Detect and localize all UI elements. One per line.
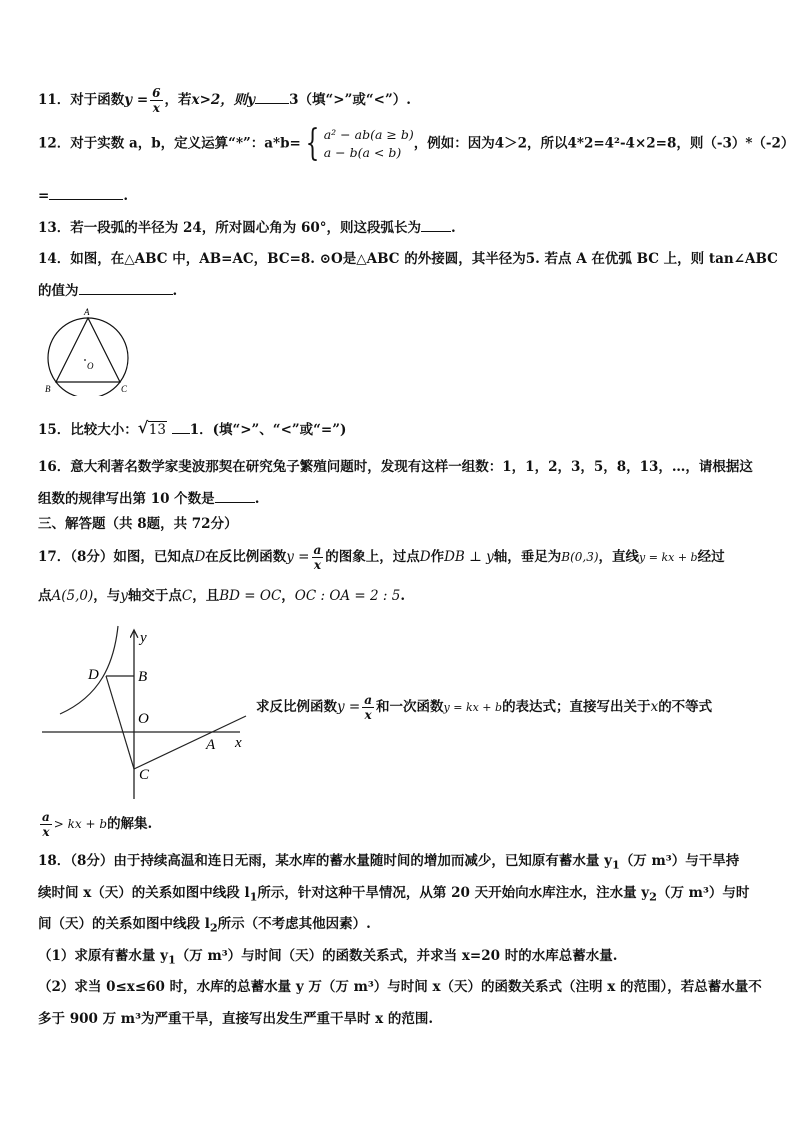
q12-brace: { xyxy=(305,123,320,164)
q11-text-a: 11．对于函数 xyxy=(38,92,125,108)
q11-line xyxy=(38,86,758,115)
q12-line xyxy=(38,123,794,164)
q14-text-2b: . xyxy=(172,283,178,299)
q13-answer-blank[interactable] xyxy=(421,219,451,232)
q12-text-a: 12．对于实数 a，b，定义运算“*”：a*b= xyxy=(38,135,301,152)
q15-text-a: 15．比较大小： xyxy=(38,422,138,438)
label-x: x xyxy=(235,735,242,751)
label-b: B xyxy=(45,384,51,394)
q17-text-2a: 点 xyxy=(38,588,52,604)
q18-sub-1: 1 xyxy=(611,857,620,872)
q18-part-2-line-2 xyxy=(38,1008,758,1030)
q12-text-c: = xyxy=(38,188,50,204)
label-a: A xyxy=(84,307,90,317)
q16-line-1 xyxy=(38,456,758,478)
q15-sqrt xyxy=(138,419,167,441)
q12-line-2 xyxy=(38,185,758,207)
q18-text-3a: 间（天）的关系如图中线段 l xyxy=(38,916,210,932)
q17-ineq-frac-x: x xyxy=(42,825,50,839)
q12-answer-blank[interactable] xyxy=(49,187,123,200)
q11-numerator: 6 xyxy=(152,86,161,100)
segment-dc xyxy=(106,676,134,769)
q17-side-c: 的表达式；直接写出关于 xyxy=(502,699,651,715)
q11-text-c: 3（填“>”或“<”）. xyxy=(289,92,411,108)
q17-side-a: 求反比例函数 xyxy=(256,699,337,715)
q15-radicand: 13 xyxy=(148,422,166,438)
q13-text-b: . xyxy=(451,220,456,236)
label-d: D xyxy=(88,667,99,683)
q17-line-2 xyxy=(38,585,758,607)
q18-p2-text-1: （2）求当 0≤x≤60 时，水库的总蓄水量 y 万（万 m³）与时间 x（天）的函数关系式（注明 x 的范围），若总蓄水量不 xyxy=(38,979,762,995)
q14-answer-blank[interactable] xyxy=(79,282,173,295)
q12-text-b: ，例如：因为4＞2，所以4*2=4²-4×2=8，则（-3）*（-2） xyxy=(413,135,794,152)
q17-text-1f: ，直线 xyxy=(598,549,640,565)
q17-ineq-tail: 的解集. xyxy=(107,816,153,832)
q18-sub-2: 2 xyxy=(649,889,657,904)
q18-sub-l1: 1 xyxy=(249,889,258,904)
q12-cases xyxy=(324,126,414,162)
q17-text-1e: 轴，垂足为 xyxy=(493,549,562,565)
q17-text-2b: ，与 xyxy=(93,588,121,604)
q17-perp: DB ⊥ y xyxy=(444,549,494,565)
q17-period: . xyxy=(400,588,406,604)
q12-text-d: . xyxy=(123,188,129,204)
q17-inequality-line xyxy=(38,810,758,839)
q17-point-a: A(5,0) xyxy=(51,588,94,604)
q13-line xyxy=(38,217,758,239)
q17-frac-x: x xyxy=(313,558,321,572)
q11-denominator: x xyxy=(152,101,160,115)
q17-text-2c: 轴交于点 xyxy=(127,588,182,604)
label-c: C xyxy=(139,767,150,783)
q17-frac-a: a xyxy=(313,543,322,557)
q17-y-axis: y xyxy=(120,588,128,604)
q12-piecewise xyxy=(301,123,414,164)
q15-text-b: 1．(填“>”、“<”或“=”) xyxy=(189,422,347,438)
q17-side-frac-a: a xyxy=(364,693,373,707)
q16-text-1: 16．意大利著名数学家斐波那契在研究兔子繁殖问题时，发现有这样一组数：1，1，2，3，5，8，13，…，请根据这 xyxy=(38,459,753,475)
q18-text-2a: 续时间 x（天）的关系如图中线段 l xyxy=(38,885,250,901)
q14-text-1: 14．如图，在△ABC 中，AB=AC，BC=8. ⊙O是△ABC 的外接圆，其半径为5. 若点 A 在优弧 BC 上，则 tan∠ABC xyxy=(38,251,778,267)
q11-text-b: ，若 xyxy=(164,92,192,108)
q17-point-b: B(0,3) xyxy=(561,550,599,564)
q17-text-1d: 作 xyxy=(430,549,445,565)
q12-case-1: a² − ab(a ≥ b) xyxy=(323,127,414,142)
q17-side-fraction xyxy=(362,693,374,722)
q15-answer-blank[interactable] xyxy=(172,421,190,434)
q18-line-1 xyxy=(38,850,758,876)
q17-text-1c: 的图象上，过点 xyxy=(325,549,420,565)
label-c: C xyxy=(121,384,128,394)
q11-answer-blank[interactable] xyxy=(255,91,289,104)
q17-side-d: 的不等式 xyxy=(658,699,713,715)
label-o: O xyxy=(138,711,149,727)
q11-fraction xyxy=(150,86,162,115)
line-ac xyxy=(134,716,246,769)
q17-condition: BD = OC xyxy=(219,588,282,604)
q14-line-2 xyxy=(38,280,758,302)
q17-line-1 xyxy=(38,543,758,572)
q17-ineq-rhs: > kx + b xyxy=(53,817,108,831)
q17-fraction xyxy=(312,543,324,572)
q17-side-text xyxy=(256,693,712,722)
q18-sub-l2: 2 xyxy=(209,920,218,935)
q17-side-x: x xyxy=(650,699,659,715)
q18-part-1 xyxy=(38,945,758,971)
section-heading: 三、解答题（共 8题，共 72分） xyxy=(38,516,238,532)
label-b: B xyxy=(138,669,148,685)
q18-text-1a: 18．（8分）由于持续高温和连日无雨，某水库的蓄水量随时间的增加而减少，已知原有蓄水量 y xyxy=(38,853,612,869)
q18-line-3 xyxy=(38,913,758,939)
q16-text-2a: 组数的规律写出第 10 个数是 xyxy=(38,491,215,507)
q16-text-2b: . xyxy=(254,491,260,507)
q13-text-a: 13．若一段弧的半径为 24，所对圆心角为 60°，则这段弧长为 xyxy=(38,220,422,236)
label-y: y xyxy=(140,630,147,646)
q17-point-d-2: D xyxy=(419,549,431,565)
q18-p2-text-2: 多于 900 万 m³为严重干旱，直接写出发生严重干旱时 x 的范围. xyxy=(38,1011,434,1027)
q12-case-2: a − b(a < b) xyxy=(323,145,402,160)
q11-condition: x>2，则 xyxy=(191,92,248,108)
q17-point-d: D xyxy=(194,549,206,565)
q14-circle-figure xyxy=(38,306,138,396)
q18-text-2b: 所示，针对这种干旱情况，从第 20 天开始向水库注水，注水量 y xyxy=(257,885,650,901)
q18-line-2 xyxy=(38,882,758,908)
q14-line-1 xyxy=(38,248,778,270)
triangle-abc xyxy=(56,318,120,382)
q18-part-2-line-1 xyxy=(38,976,762,998)
q14-text-2a: 的值为 xyxy=(38,283,79,299)
q18-p1b: （万 m³）与时间（天）的函数关系式，并求当 x=20 时的水库总蓄水量. xyxy=(175,948,618,964)
q17-graph-figure xyxy=(40,624,254,802)
q17-ratio: OC : OA = 2 : 5 xyxy=(294,588,401,604)
circumcircle xyxy=(48,318,128,396)
q18-p1a: （1）求原有蓄水量 y xyxy=(38,948,168,964)
q11-fn-y: y = xyxy=(124,92,149,108)
q15-line xyxy=(38,419,758,441)
q17-line-fn: y = kx + b xyxy=(639,551,698,564)
q17-side-fn: y = kx + b xyxy=(443,701,503,714)
center-point-o xyxy=(84,359,86,361)
q17-side-y: y = xyxy=(337,699,361,715)
q17-ineq-fraction xyxy=(40,810,52,839)
label-o: O xyxy=(87,361,94,371)
q18-text-1b: （万 m³）与干旱持 xyxy=(619,853,740,869)
q17-side-frac-x: x xyxy=(364,708,372,722)
q17-ineq-frac-a: a xyxy=(42,810,50,824)
q17-side-b: 和一次函数 xyxy=(376,699,444,715)
q11-y: y xyxy=(247,92,256,108)
label-a: A xyxy=(206,737,216,753)
q18-text-3b: 所示（不考虑其他因素）. xyxy=(217,916,371,932)
q17-text-1b: 在反比例函数 xyxy=(205,549,287,565)
q16-line-2 xyxy=(38,488,758,510)
q17-point-c: C xyxy=(181,588,193,604)
q18-p1-sub: 1 xyxy=(167,952,176,967)
q17-fn-y: y = xyxy=(286,549,310,565)
q16-answer-blank[interactable] xyxy=(215,490,255,503)
q17-comma: ， xyxy=(281,588,295,604)
q17-text-1a: 17．（8分）如图，已知点 xyxy=(38,549,195,565)
q18-text-2c: （万 m³）与时 xyxy=(656,885,750,901)
radical-sign: √ xyxy=(137,418,149,437)
q17-text-1g: 经过 xyxy=(697,549,725,565)
q17-text-2d: ，且 xyxy=(192,588,220,604)
